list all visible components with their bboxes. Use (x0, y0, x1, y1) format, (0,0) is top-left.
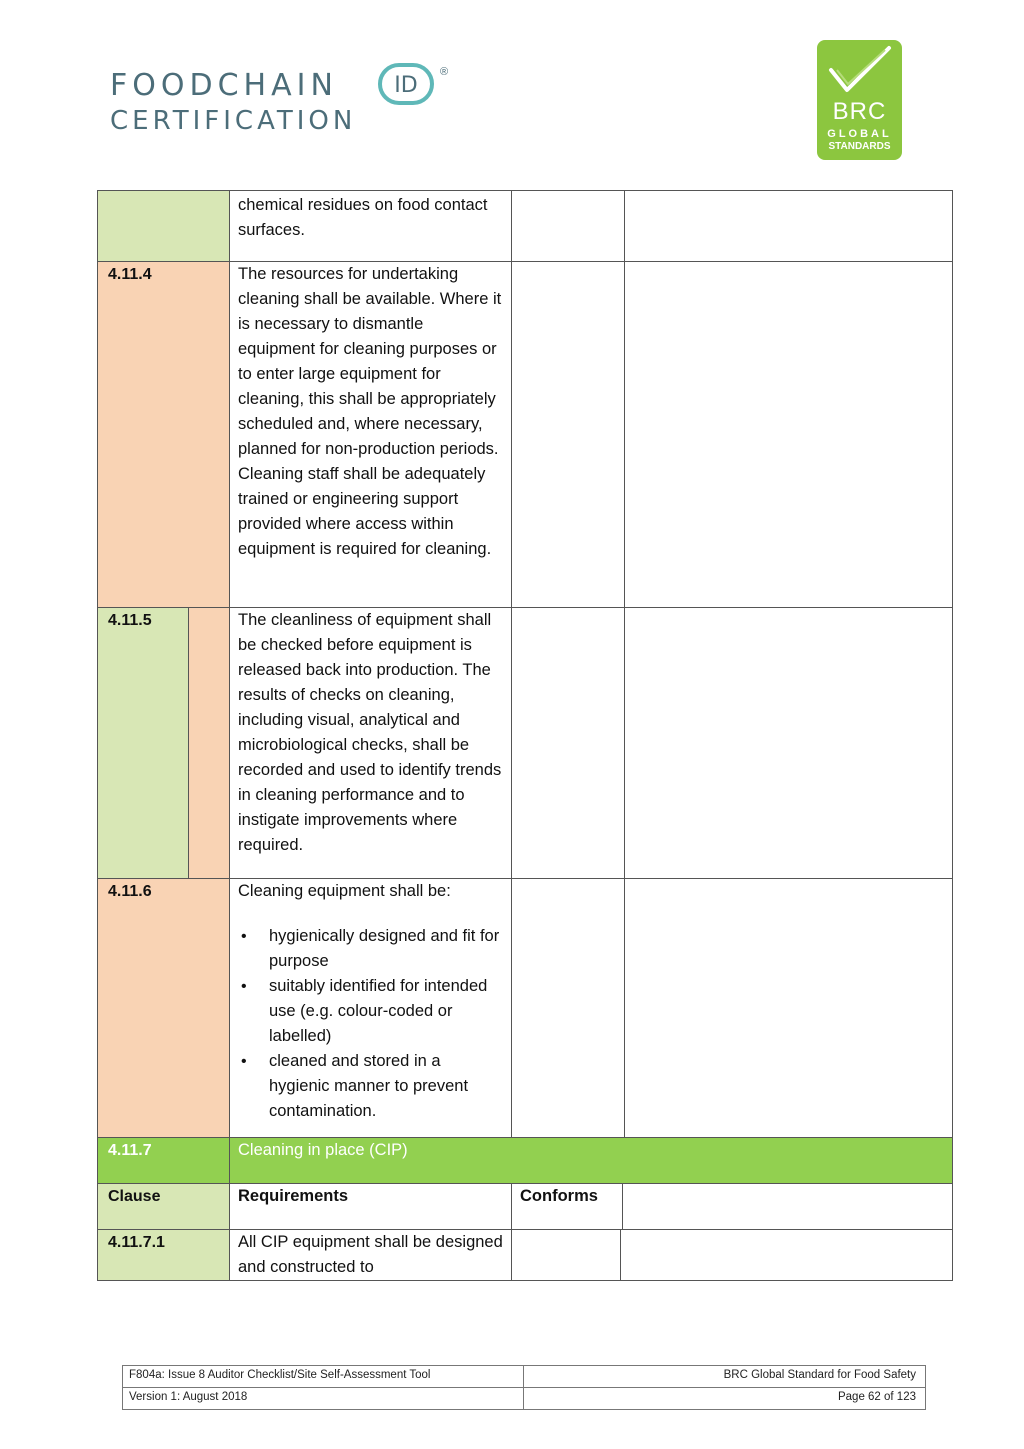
comments-cell[interactable] (621, 1230, 953, 1280)
footer-page-number: Page 62 of 123 (524, 1388, 926, 1409)
logo-certification-text: CERTIFICATION (110, 106, 357, 136)
requirement-text: The resources for undertaking cleaning shall be available. Where it is necessary to dismantle equipment for cleaning purposes or to enter large equipment for cleaning, this shall be appropriately scheduled and, where necessary, planned for non-production periods. Cleaning staff shall be adequately trained or engineering support provided where access within equipment is required for cleaning. (238, 265, 502, 558)
conforms-header-cell (512, 1184, 623, 1229)
comments-cell[interactable] (625, 262, 953, 607)
section-title: Cleaning in place (CIP) (238, 1141, 408, 1159)
logo-id-text: ID (394, 73, 418, 98)
footer-standard: BRC Global Standard for Food Safety (524, 1366, 926, 1387)
requirement-text: The cleanliness of equipment shall be checked before equipment is released back into production. The results of checks on cleaning, including visual, analytical and microbiological checks, shall be recorded and used to identify trends in cleaning performance and to instigate improvements where required. (238, 611, 502, 854)
audit-checklist-table (97, 190, 953, 1281)
clause-number: 4.11.5 (108, 612, 152, 629)
section-header-row (98, 1138, 953, 1184)
clause-cell (98, 262, 230, 607)
requirement-text (238, 879, 503, 1124)
requirement-cell (230, 1230, 512, 1280)
clause-cell (98, 1230, 230, 1280)
footer-row (123, 1388, 926, 1410)
comments-cell[interactable] (625, 879, 953, 1137)
footer-version: Version 1: August 2018 (123, 1388, 524, 1409)
clause-cell (98, 879, 230, 1137)
clause-header: Clause (108, 1188, 161, 1205)
table-row (98, 608, 953, 879)
requirement-cell (230, 879, 512, 1137)
clause-cell (98, 608, 189, 878)
brc-text: BRC (832, 98, 887, 125)
requirement-cell (230, 191, 512, 261)
global-text: GLOBAL (827, 128, 892, 140)
clause-number: 4.11.7.1 (108, 1234, 165, 1251)
requirement-text: All CIP equipment shall be designed and constructed to (238, 1233, 503, 1276)
requirement-cell (230, 262, 512, 607)
section-title-cell (230, 1138, 953, 1183)
conforms-cell[interactable] (512, 879, 625, 1137)
column-header-row (98, 1184, 953, 1230)
comments-cell[interactable] (625, 191, 953, 261)
brc-global-standards-logo (817, 40, 902, 160)
logo-foodchain-text: FOODCHAIN (110, 68, 338, 103)
clause-cell (98, 191, 230, 261)
conforms-header: Conforms (520, 1187, 598, 1205)
conforms-cell[interactable] (512, 1230, 621, 1280)
foodchain-id-logo (110, 62, 460, 142)
conforms-cell[interactable] (512, 262, 625, 607)
clause-header-cell (98, 1184, 230, 1229)
table-row (98, 262, 953, 608)
category-cell (189, 608, 230, 878)
id-badge-icon (378, 62, 434, 106)
clause-number: 4.11.6 (108, 883, 152, 900)
registered-mark: ® (440, 66, 449, 78)
conforms-cell[interactable] (512, 191, 625, 261)
requirements-header: Requirements (238, 1187, 349, 1205)
clause-number: 4.11.4 (108, 266, 152, 283)
comments-cell[interactable] (625, 608, 953, 878)
page-footer (122, 1365, 926, 1410)
table-row (98, 1230, 953, 1281)
footer-row (123, 1366, 926, 1388)
comments-header-cell (623, 1184, 953, 1229)
section-clause-number: 4.11.7 (108, 1142, 152, 1159)
table-row (98, 191, 953, 262)
requirement-intro: Cleaning equipment shall be: (238, 882, 451, 900)
requirement-text: chemical residues on food contact surfaces. (238, 196, 488, 239)
list-item: • hygienically designed and fit for purpose (238, 924, 503, 974)
list-item: • suitably identified for intended use (e.g. colour-coded or labelled) (238, 974, 503, 1049)
list-item: • cleaned and stored in a hygienic manner to prevent contamination. (238, 1049, 503, 1124)
checkmark-icon (817, 40, 902, 100)
table-row (98, 879, 953, 1138)
requirements-header-cell (230, 1184, 512, 1229)
requirement-bullet-list (238, 924, 503, 1124)
conforms-cell[interactable] (512, 608, 625, 878)
standards-text: STANDARDS (828, 141, 891, 152)
section-clause-cell (98, 1138, 230, 1183)
footer-doc-ref: F804a: Issue 8 Auditor Checklist/Site Self-Assessment Tool (123, 1366, 524, 1387)
requirement-cell (230, 608, 512, 878)
